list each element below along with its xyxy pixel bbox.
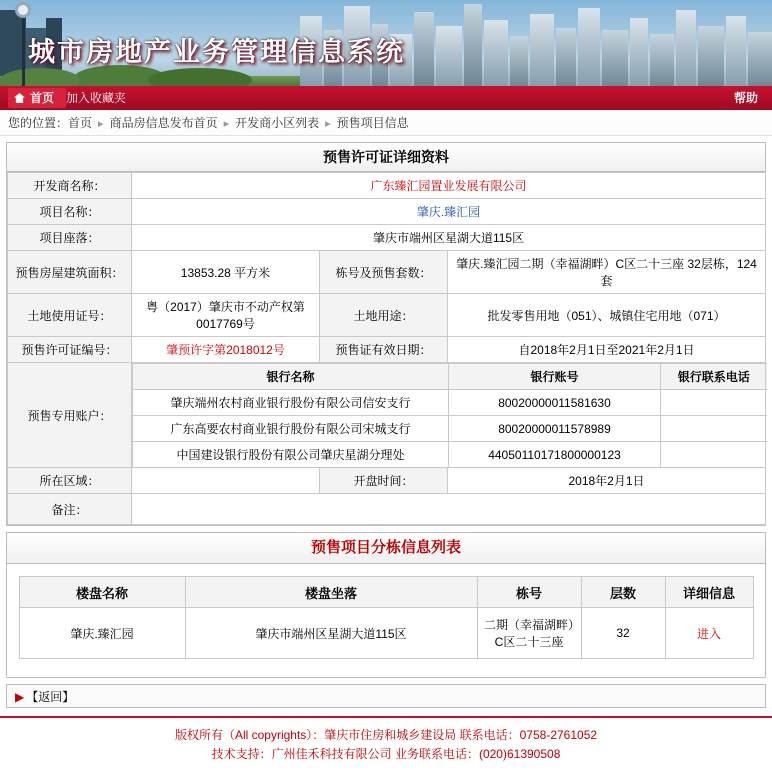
- cell-floors: 32: [581, 608, 665, 659]
- area-value: 13853.28 平方米: [132, 251, 320, 294]
- bank-account-value: 80020000011581630: [449, 390, 661, 416]
- breadcrumb-prefix: 您的位置：: [8, 116, 69, 130]
- col-header-address: 楼盘坐落: [185, 577, 477, 608]
- permit-value: 肇预许字第2018012号: [132, 337, 320, 363]
- table-row: [133, 442, 767, 468]
- back-arrow-icon: ▶: [15, 690, 25, 704]
- address-label: 项目座落：: [8, 225, 132, 251]
- presale-building-list-table: [19, 576, 754, 659]
- table-row: [19, 608, 753, 659]
- breadcrumb-item-2[interactable]: 开发商小区列表: [235, 116, 320, 130]
- region-label: 所在区域：: [8, 468, 132, 494]
- presale-building-list-panel: [6, 532, 766, 678]
- bank-account-value: 80020000011578989: [449, 416, 661, 442]
- footer-line-1: 版权所有（All copyrights）：肇庆市住房和城乡建设局 联系电话：0758-2761052: [174, 728, 598, 742]
- breadcrumb: [0, 110, 772, 136]
- valid-date-value: 自2018年2月1日至2021年2月1日: [448, 337, 766, 363]
- bank-phone-value: [661, 390, 767, 416]
- land-cert-value: 粤（2017）肇庆市不动产权第0017769号: [132, 294, 320, 337]
- presale-detail-title: 预售许可证详细资料: [7, 143, 765, 172]
- col-header-floors: 层数: [581, 577, 665, 608]
- breadcrumb-separator-icon: ▸: [98, 118, 104, 130]
- remark-label: 备注：: [8, 494, 132, 525]
- bank-phone-header: 银行联系电话: [661, 364, 767, 390]
- site-banner: [0, 0, 772, 110]
- land-cert-label: 土地使用证号：: [8, 294, 132, 337]
- back-link[interactable]: 【返回】: [26, 690, 75, 704]
- permit-label: 预售许可证编号：: [8, 337, 132, 363]
- cell-building: 二期（幸福湖畔）C区二十三座: [477, 608, 581, 659]
- project-value: 肇庆.臻汇园: [132, 199, 766, 225]
- nav-home-button[interactable]: [8, 88, 66, 108]
- open-time-label: 开盘时间：: [320, 468, 448, 494]
- breadcrumb-item-3[interactable]: 预售项目信息: [336, 116, 409, 130]
- building-label: 栋号及预售套数：: [320, 251, 448, 294]
- table-row: [8, 294, 766, 337]
- open-time-value: 2018年2月1日: [448, 468, 766, 494]
- breadcrumb-item-0[interactable]: 首页: [68, 116, 93, 130]
- home-icon: [14, 93, 25, 103]
- bank-phone-value: [661, 416, 767, 442]
- table-row: [133, 364, 767, 390]
- breadcrumb-item-1[interactable]: 商品房信息发布首页: [109, 116, 218, 130]
- table-row: [8, 468, 766, 494]
- col-header-detail: 详细信息: [665, 577, 753, 608]
- land-use-value: 批发零售用地（051）、城镇住宅用地（071）: [448, 294, 766, 337]
- land-use-label: 土地用途：: [320, 294, 448, 337]
- bank-name-value: 广东高要农村商业银行股份有限公司宋城支行: [133, 416, 449, 442]
- site-footer: [0, 716, 772, 770]
- presale-account-label: 预售专用账户：: [8, 363, 132, 468]
- nav-add-favorite[interactable]: 加入收藏夹: [66, 91, 127, 105]
- bank-phone-value: [661, 442, 767, 468]
- area-label: 预售房屋建筑面积：: [8, 251, 132, 294]
- table-row: [8, 173, 766, 199]
- presale-detail-table: [7, 172, 766, 525]
- presale-list-title: 预售项目分栋信息列表: [7, 533, 765, 564]
- bank-account-value: 44050110171800000123: [449, 442, 661, 468]
- bank-name-value: 肇庆端州农村商业银行股份有限公司信安支行: [133, 390, 449, 416]
- page-title: 城市房地产业务管理信息系统: [28, 37, 405, 68]
- building-value: 肇庆.臻汇园二期（幸福湖畔）C区二十三座 32层栋，124套: [448, 251, 766, 294]
- table-row: [8, 225, 766, 251]
- developer-label: 开发商名称：: [8, 173, 132, 199]
- bank-name-value: 中国建设银行股份有限公司肇庆星湖分理处: [133, 442, 449, 468]
- bank-account-header: 银行账号: [449, 364, 661, 390]
- bank-accounts-table: [132, 363, 767, 467]
- cell-detail-action[interactable]: [665, 608, 753, 659]
- table-row: [8, 337, 766, 363]
- developer-value: 广东臻汇园置业发展有限公司: [132, 173, 766, 199]
- address-value: 肇庆市端州区星湖大道115区: [132, 225, 766, 251]
- table-row: [8, 363, 766, 468]
- col-header-name: 楼盘名称: [19, 577, 185, 608]
- breadcrumb-separator-icon: ▸: [325, 118, 331, 130]
- nav-help[interactable]: 帮助: [733, 91, 758, 105]
- presale-detail-panel: [6, 142, 766, 526]
- cell-address: 肇庆市端州区星湖大道115区: [185, 608, 477, 659]
- remark-value: [132, 494, 766, 525]
- main-navigation: [0, 86, 772, 110]
- footer-line-2: 技术支持：广州佳禾科技有限公司 业务联系电话：(020)61390508: [211, 747, 561, 761]
- back-bar: [6, 684, 766, 708]
- table-row: [8, 251, 766, 294]
- project-label: 项目名称：: [8, 199, 132, 225]
- bank-accounts-cell: [132, 363, 766, 468]
- table-row: [8, 199, 766, 225]
- valid-date-label: 预售证有效日期：: [320, 337, 448, 363]
- bank-name-header: 银行名称: [133, 364, 449, 390]
- nav-home-label: 首页: [30, 91, 55, 105]
- cell-name: 肇庆.臻汇园: [19, 608, 185, 659]
- enter-link[interactable]: 进入: [696, 626, 721, 641]
- table-row: [133, 416, 767, 442]
- breadcrumb-separator-icon: ▸: [223, 118, 230, 130]
- region-value: [132, 468, 320, 494]
- col-header-building: 栋号: [477, 577, 581, 608]
- table-header-row: [19, 577, 753, 608]
- table-row: [8, 494, 766, 525]
- table-row: [133, 390, 767, 416]
